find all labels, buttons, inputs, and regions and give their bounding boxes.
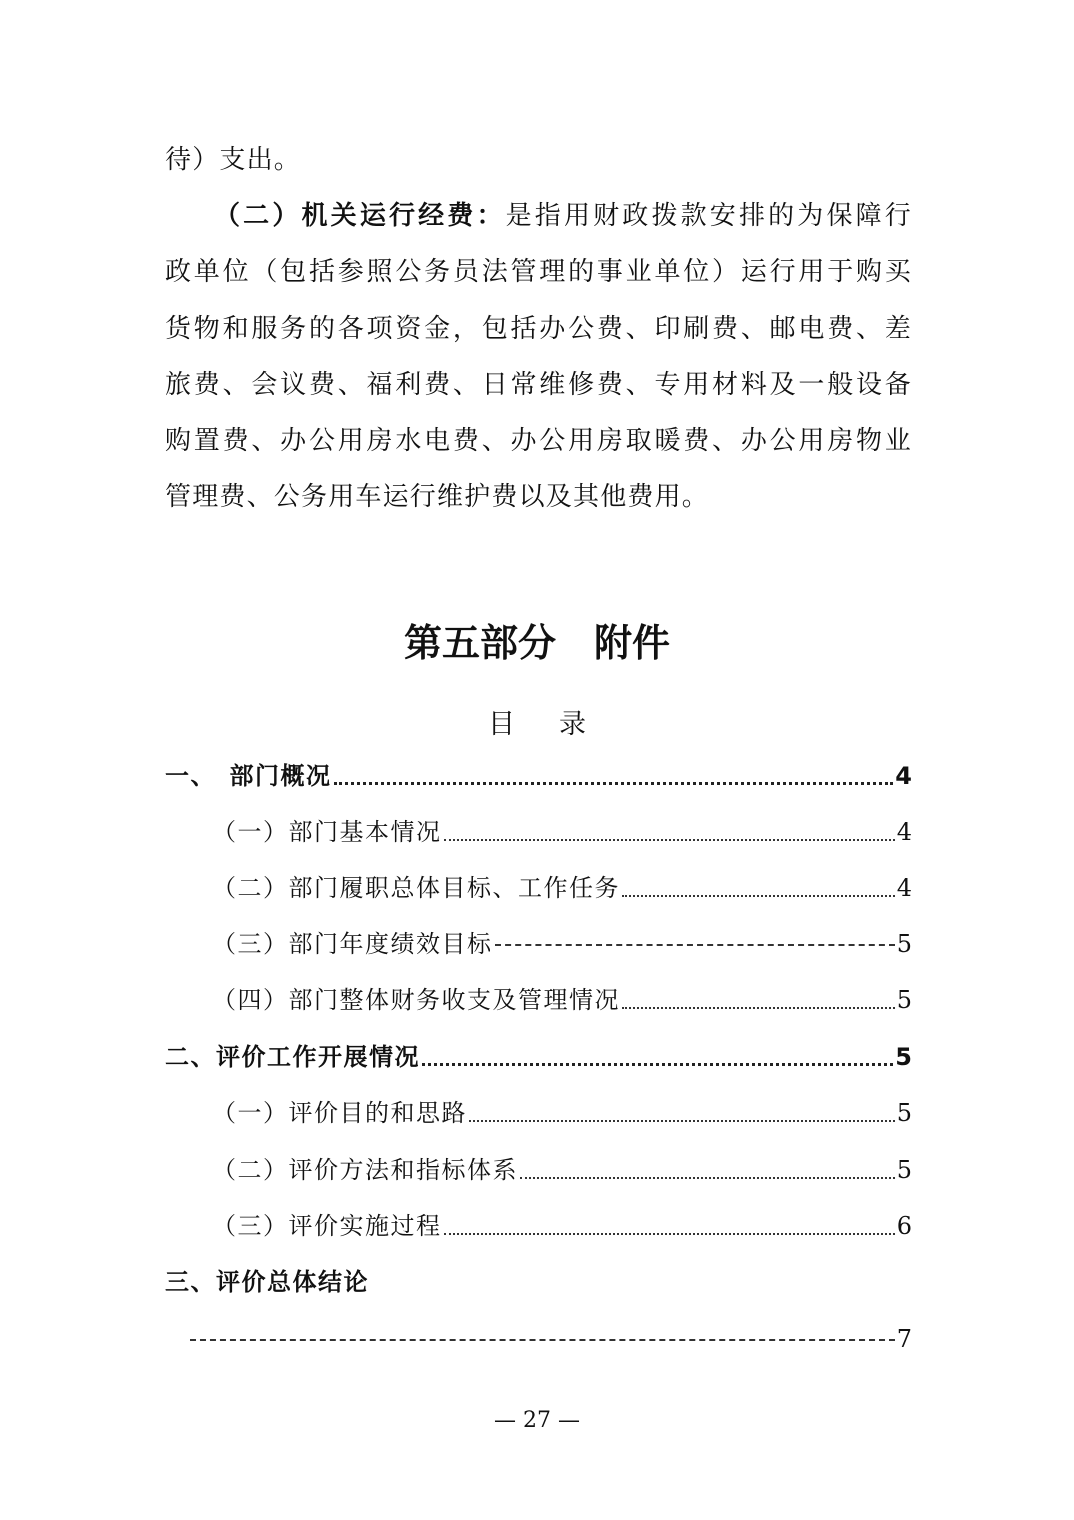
toc-entry[interactable] [212,1150,912,1190]
toc-label: （四）部门整体财务收支及管理情况 [212,986,620,1014]
toc-page: 5 [896,930,912,958]
toc-page: 5 [896,986,912,1014]
toc-label: 二、评价工作开展情况 [165,1043,420,1071]
toc-entry[interactable] [165,1262,912,1302]
toc-label: （三）评价实施过程 [212,1212,442,1240]
toc-label: （一）评价目的和思路 [212,1099,467,1127]
dot-leader [422,1063,893,1066]
dash-leader [190,1339,895,1341]
toc-label: （二）评价方法和指标体系 [212,1156,518,1184]
toc-entry[interactable] [212,1093,912,1133]
toc-page: 5 [896,1099,912,1127]
toc-page: 6 [896,1212,912,1240]
dash-leader [495,944,895,946]
toc-page: 4 [896,818,912,846]
dot-leader [520,1177,895,1179]
dot-leader [622,895,895,897]
toc-title: 目录 [488,709,630,740]
toc-page: 7 [896,1325,912,1353]
dot-leader [444,839,895,841]
toc-entry-continuation[interactable] [190,1319,912,1359]
toc-entry[interactable] [212,924,912,964]
toc-entry[interactable] [165,756,912,796]
paragraph-heading: （二）机关运行经费： [214,201,506,231]
toc-page: 5 [895,1043,912,1071]
dot-leader [334,782,894,785]
toc-entry[interactable] [212,980,912,1020]
toc-entry[interactable] [165,1037,912,1077]
dot-leader [469,1120,895,1122]
toc-entry[interactable] [212,1206,912,1246]
body-text: 是指用财政拨款安排的为保障行 [505,201,912,231]
body-line: 政单位（包括参照公务员法管理的事业单位）运行用于购买 [165,257,912,287]
toc-label: （二）部门履职总体目标、工作任务 [212,874,620,902]
dot-leader [444,1233,895,1235]
toc-entry[interactable] [212,812,912,852]
toc-label: 三、评价总体结论 [165,1268,369,1296]
toc-page: 4 [895,762,912,790]
toc-label: 一、 部门概况 [165,762,332,790]
toc-label: （三）部门年度绩效目标 [212,930,493,958]
toc-page: 4 [896,874,912,902]
body-line: 货物和服务的各项资金，包括办公费、印刷费、邮电费、差 [165,314,912,344]
page-number: — 27 — [494,1408,580,1433]
body-line: 待）支出。 [165,145,302,175]
section-title: 第五部分 附件 [403,621,670,665]
body-line: 旅费、会议费、福利费、日常维修费、专用材料及一般设备 [165,370,912,400]
body-line: 购置费、办公用房水电费、办公用房取暖费、办公用房物业 [165,426,912,456]
body-line: 管理费、公务用车运行维护费以及其他费用。 [165,482,710,512]
toc-entry[interactable] [212,868,912,908]
toc-page: 5 [896,1156,912,1184]
toc-label: （一）部门基本情况 [212,818,442,846]
dot-leader [622,1007,895,1009]
paragraph-heading-line [214,196,912,236]
